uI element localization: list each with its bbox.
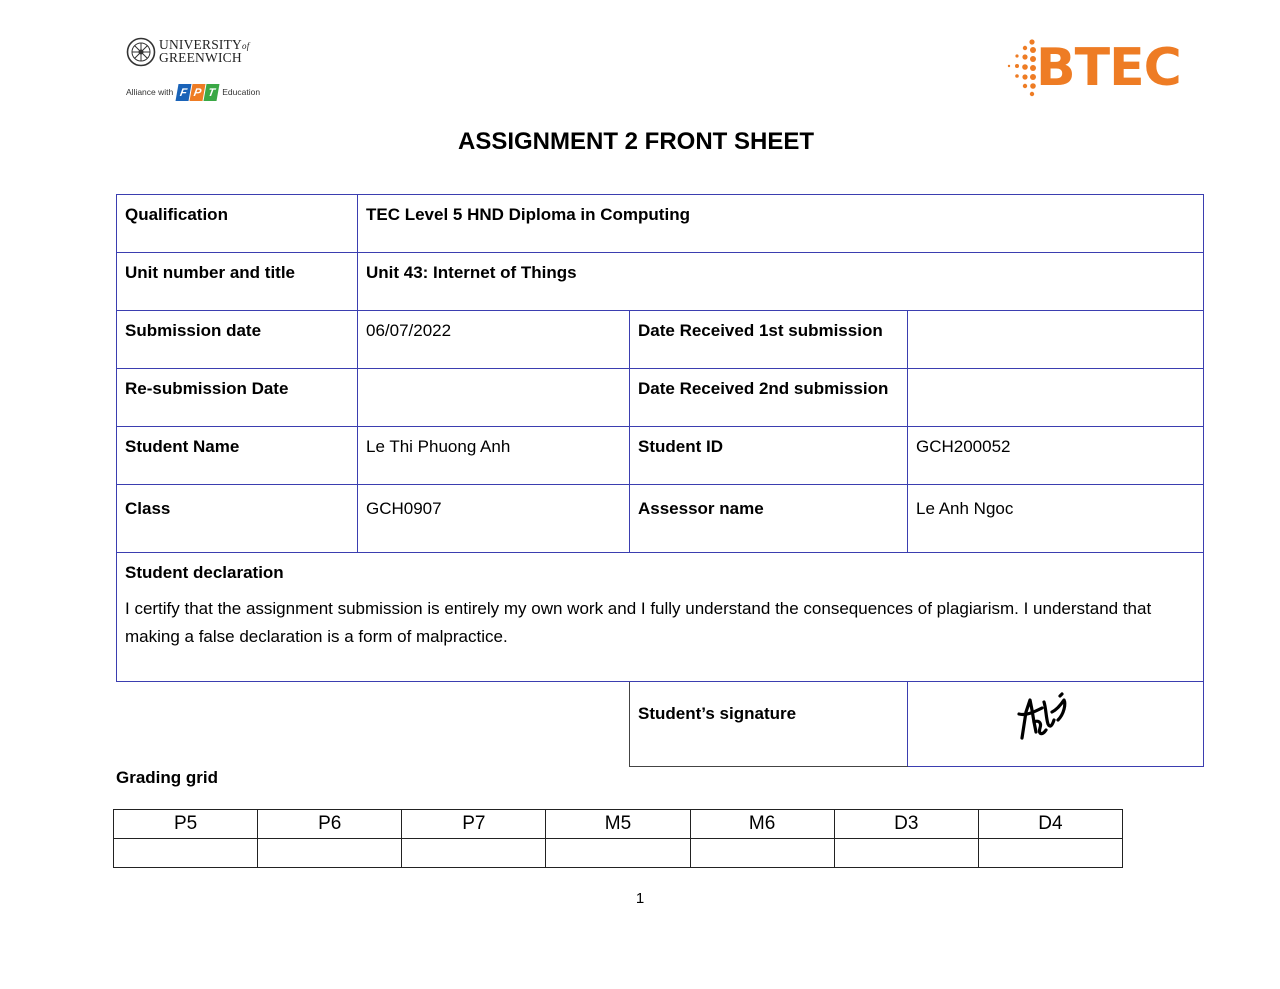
grade-d3 [834,839,978,868]
student-id-label: Student ID [630,427,908,485]
date-received-2-label: Date Received 2nd submission [630,369,908,427]
criterion-p7: P7 [402,810,546,839]
logo-of-text: of [242,41,250,51]
logo-university-text: UNIVERSITY [159,37,242,52]
fpt-logo [177,84,219,101]
btec-dots-icon [1000,36,1040,100]
resubmission-date-label: Re-submission Date [117,369,358,427]
row-resubmission [117,369,1204,427]
grading-values-row [114,839,1123,868]
grade-p7 [402,839,546,868]
criterion-d4: D4 [978,810,1122,839]
submission-date-label: Submission date [117,311,358,369]
row-student [117,427,1204,485]
university-of-greenwich-logo [126,36,266,106]
document-title: ASSIGNMENT 2 FRONT SHEET [457,128,815,155]
handwritten-signature [1016,692,1072,744]
front-sheet-table [116,194,1204,767]
assessor-value: Le Anh Ngoc [908,485,1204,553]
criterion-m6: M6 [690,810,834,839]
unit-value: Unit 43: Internet of Things [358,253,1204,311]
page-number: 1 [635,890,645,907]
qualification-value: TEC Level 5 HND Diploma in Computing [358,195,1204,253]
class-value: GCH0907 [358,485,630,553]
date-received-1-label: Date Received 1st submission [630,311,908,369]
alliance-text: Alliance with [126,87,174,97]
row-signature [117,682,1204,767]
grade-d4 [978,839,1122,868]
row-submission [117,311,1204,369]
date-received-1-value [908,311,1204,369]
row-declaration [117,553,1204,682]
fpt-letter-t: T [204,84,220,101]
submission-date-value: 06/07/2022 [358,311,630,369]
assessor-label: Assessor name [630,485,908,553]
criterion-p5: P5 [114,810,258,839]
logo-greenwich-text: GREENWICH [159,50,242,65]
criterion-d3: D3 [834,810,978,839]
grade-m6 [690,839,834,868]
class-label: Class [117,485,358,553]
signature-cell [908,682,1204,767]
grade-p6 [258,839,402,868]
student-name-value: Le Thi Phuong Anh [358,427,630,485]
fpt-letter-f: F [176,84,192,101]
row-unit [117,253,1204,311]
university-seal-icon [126,37,156,67]
grading-grid-table [113,809,1123,868]
row-qualification [117,195,1204,253]
date-received-2-value [908,369,1204,427]
criterion-m5: M5 [546,810,690,839]
criterion-p6: P6 [258,810,402,839]
unit-label: Unit number and title [117,253,358,311]
qualification-label: Qualification [117,195,358,253]
signature-label: Student’s signature [630,682,908,767]
declaration-heading: Student declaration [125,563,284,582]
row-class [117,485,1204,553]
grade-m5 [546,839,690,868]
grading-criteria-row [114,810,1123,839]
declaration-cell [117,553,1204,682]
btec-logo-text: BTEC [1036,38,1181,98]
resubmission-date-value [358,369,630,427]
student-id-value: GCH200052 [908,427,1204,485]
grade-p5 [114,839,258,868]
fpt-letter-p: P [190,84,206,101]
declaration-text: I certify that the assignment submission is entirely my own work and I fully understand the consequences of plagiarism. I understand that making a false declaration is a form of malpractice. [125,599,1152,646]
student-name-label: Student Name [117,427,358,485]
education-text: Education [222,87,261,97]
fpt-alliance [126,82,260,102]
grading-grid-title: Grading grid [116,768,218,787]
btec-logo [1000,36,1200,100]
